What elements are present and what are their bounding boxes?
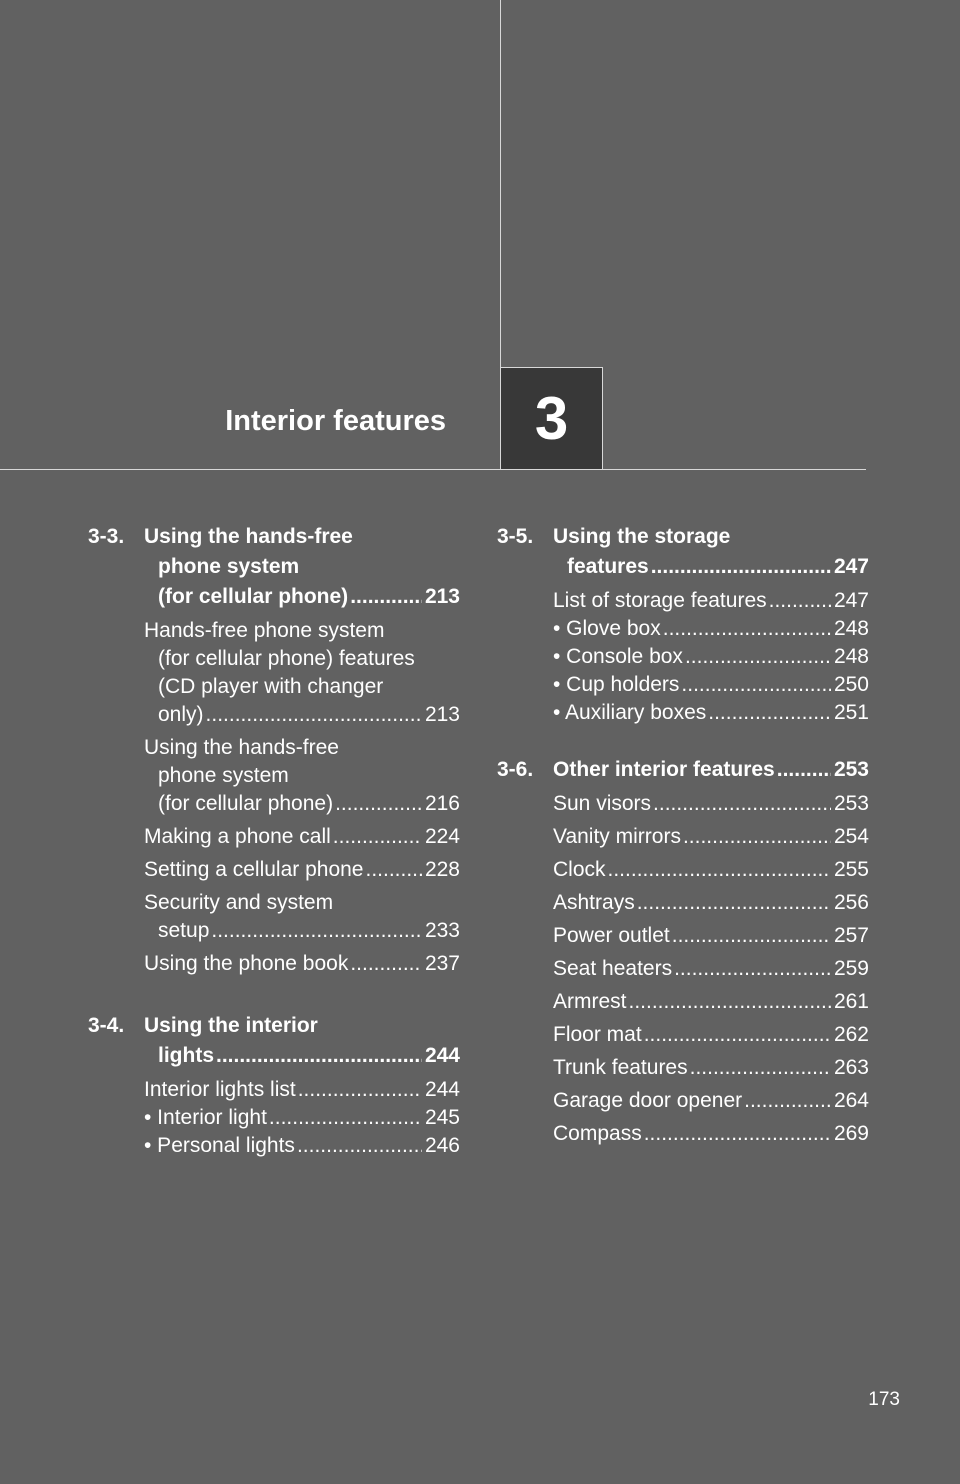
dot-leader xyxy=(708,699,831,727)
toc-entry-row[interactable] xyxy=(144,790,460,818)
section-title[interactable] xyxy=(144,1011,460,1071)
entry-text: only) xyxy=(158,703,204,726)
toc-entry[interactable] xyxy=(144,856,460,884)
dot-leader xyxy=(269,1104,422,1132)
toc-entry-row[interactable] xyxy=(144,823,460,851)
toc-entry[interactable] xyxy=(144,950,460,978)
section-entries xyxy=(144,1076,460,1160)
entry-page-number: 248 xyxy=(833,617,869,640)
dot-leader xyxy=(653,790,831,818)
toc-entry[interactable] xyxy=(553,1087,869,1115)
toc-entry-row[interactable] xyxy=(553,790,869,818)
entry-text: • Console box xyxy=(553,645,683,668)
toc-section xyxy=(497,755,869,1148)
dot-leader xyxy=(335,790,422,818)
entry-page-number: 247 xyxy=(833,589,869,612)
section-title-line: phone system xyxy=(158,555,300,578)
dot-leader xyxy=(744,1087,831,1115)
entry-page-number: 257 xyxy=(833,924,869,947)
entry-page-number: 244 xyxy=(424,1044,460,1067)
toc-entry-row[interactable] xyxy=(144,582,460,612)
dot-leader xyxy=(769,587,831,615)
entry-text: Floor mat xyxy=(553,1023,642,1046)
dot-leader xyxy=(777,755,831,785)
toc-entry[interactable] xyxy=(553,699,869,727)
toc-entry-row[interactable] xyxy=(553,922,869,950)
dot-leader xyxy=(672,922,831,950)
toc-entry[interactable] xyxy=(553,643,869,671)
entry-text: Seat heaters xyxy=(553,957,673,980)
toc-entry[interactable] xyxy=(144,1076,460,1104)
toc-entry[interactable] xyxy=(553,587,869,615)
toc-entry-row[interactable] xyxy=(553,755,869,785)
entry-page-number: 261 xyxy=(833,990,869,1013)
chapter-title: Interior features xyxy=(225,405,446,437)
toc-entry-row[interactable] xyxy=(553,1054,869,1082)
entry-page-number: 213 xyxy=(424,703,460,726)
toc-right-column xyxy=(497,522,869,1153)
toc-entry[interactable] xyxy=(553,1120,869,1148)
toc-entry[interactable] xyxy=(553,922,869,950)
section-title[interactable] xyxy=(144,522,460,612)
toc-section xyxy=(497,522,869,727)
entry-text: Making a phone call xyxy=(144,825,331,848)
toc-section xyxy=(88,522,460,978)
toc-entry[interactable] xyxy=(144,617,460,729)
toc-entry[interactable] xyxy=(553,856,869,884)
dot-leader xyxy=(683,823,831,851)
dot-leader xyxy=(206,701,422,729)
toc-entry[interactable] xyxy=(144,823,460,851)
entry-text-line: Hands-free phone system xyxy=(144,619,385,642)
entry-text: Vanity mirrors xyxy=(553,825,681,848)
toc-entry-row[interactable] xyxy=(553,988,869,1016)
entry-page-number: 248 xyxy=(833,645,869,668)
entry-text: Ashtrays xyxy=(553,891,635,914)
entry-page-number: 228 xyxy=(424,858,460,881)
toc-left-column xyxy=(88,522,460,1160)
toc-entry-row[interactable] xyxy=(144,1076,460,1104)
entry-text: • Interior light xyxy=(144,1106,267,1129)
section-title-line: Using the hands-free xyxy=(144,525,353,548)
entry-text-line: Using the hands-free xyxy=(144,736,339,759)
toc-entry[interactable] xyxy=(553,790,869,818)
entry-page-number: 263 xyxy=(833,1056,869,1079)
entry-page-number: 224 xyxy=(424,825,460,848)
entry-text: (for cellular phone) xyxy=(158,585,349,608)
entry-text: Compass xyxy=(553,1122,642,1145)
entry-text-line: phone system xyxy=(158,764,289,787)
entry-text: • Cup holders xyxy=(553,673,680,696)
entry-text-line: (CD player with changer xyxy=(158,675,384,698)
entry-text: Other interior features xyxy=(553,758,775,781)
page-number: 173 xyxy=(868,1389,900,1410)
dot-leader xyxy=(350,950,422,978)
entry-text-line: (for cellular phone) features xyxy=(158,647,415,670)
entry-text: Garage door opener xyxy=(553,1089,743,1112)
entry-page-number: 262 xyxy=(833,1023,869,1046)
section-entries xyxy=(553,587,869,727)
section-entries xyxy=(144,617,460,978)
entry-text: • Auxiliary boxes xyxy=(553,701,707,724)
toc-entry-row[interactable] xyxy=(144,950,460,978)
entry-text: • Glove box xyxy=(553,617,661,640)
toc-entry-row[interactable] xyxy=(144,1104,460,1132)
dot-leader xyxy=(690,1054,831,1082)
toc-entry-row[interactable] xyxy=(553,643,869,671)
toc-entry-row[interactable] xyxy=(553,587,869,615)
toc-entry-row[interactable] xyxy=(553,955,869,983)
dot-leader xyxy=(681,671,831,699)
section-number: 3-5. xyxy=(497,525,534,548)
entry-page-number: 244 xyxy=(424,1078,460,1101)
entry-page-number: 259 xyxy=(833,957,869,980)
toc-entry-row[interactable] xyxy=(553,552,869,582)
toc-entry[interactable] xyxy=(553,1054,869,1082)
toc-entry[interactable] xyxy=(553,671,869,699)
toc-entry[interactable] xyxy=(553,615,869,643)
toc-entry-row[interactable] xyxy=(144,917,460,945)
toc-entry-row[interactable] xyxy=(144,1041,460,1071)
entry-text: Using the phone book xyxy=(144,952,349,975)
entry-page-number: 251 xyxy=(833,701,869,724)
dot-leader xyxy=(216,1041,422,1071)
dot-leader xyxy=(298,1076,422,1104)
entry-text: List of storage features xyxy=(553,589,767,612)
dot-leader xyxy=(297,1132,422,1160)
dot-leader xyxy=(663,615,831,643)
entry-text: Sun visors xyxy=(553,792,652,815)
toc-entry-row[interactable] xyxy=(553,615,869,643)
toc-entry-row[interactable] xyxy=(553,889,869,917)
entry-text: Setting a cellular phone xyxy=(144,858,364,881)
entry-page-number: 253 xyxy=(833,792,869,815)
section-entries xyxy=(553,790,869,1148)
entry-text: features xyxy=(567,555,649,578)
header-horizontal-rule xyxy=(0,469,866,470)
dot-leader xyxy=(211,917,422,945)
entry-text: • Personal lights xyxy=(144,1134,295,1157)
dot-leader xyxy=(350,582,422,612)
dot-leader xyxy=(629,988,831,1016)
toc-entry-row[interactable] xyxy=(553,823,869,851)
toc-entry-row[interactable] xyxy=(553,1120,869,1148)
entry-text: Power outlet xyxy=(553,924,670,947)
entry-page-number: 247 xyxy=(833,555,869,578)
toc-entry-row[interactable] xyxy=(553,699,869,727)
toc-entry[interactable] xyxy=(553,889,869,917)
toc-entry-row[interactable] xyxy=(144,701,460,729)
entry-page-number: 255 xyxy=(833,858,869,881)
section-number: 3-6. xyxy=(497,758,534,781)
toc-entry[interactable] xyxy=(144,734,460,818)
entry-text: lights xyxy=(158,1044,214,1067)
entry-page-number: 216 xyxy=(424,792,460,815)
section-spacer xyxy=(497,727,869,755)
dot-leader xyxy=(608,856,831,884)
entry-page-number: 250 xyxy=(833,673,869,696)
dot-leader xyxy=(637,889,831,917)
entry-page-number: 269 xyxy=(833,1122,869,1145)
section-number: 3-4. xyxy=(88,1014,125,1037)
section-title-line: Using the interior xyxy=(144,1014,318,1037)
dot-leader xyxy=(366,856,422,884)
section-title[interactable] xyxy=(553,755,869,785)
section-title-line: Using the storage xyxy=(553,525,731,548)
entry-page-number: 237 xyxy=(424,952,460,975)
entry-page-number: 253 xyxy=(833,758,869,781)
toc-entry[interactable] xyxy=(553,955,869,983)
section-number: 3-3. xyxy=(88,525,125,548)
dot-leader xyxy=(644,1021,831,1049)
toc-entry-row[interactable] xyxy=(553,1087,869,1115)
toc-entry-row[interactable] xyxy=(553,1021,869,1049)
toc-entry[interactable] xyxy=(144,889,460,945)
section-title[interactable] xyxy=(553,522,869,582)
entry-page-number: 254 xyxy=(833,825,869,848)
toc-entry-row[interactable] xyxy=(144,856,460,884)
toc-entry-row[interactable] xyxy=(553,671,869,699)
entry-text: Armrest xyxy=(553,990,627,1013)
entry-page-number: 264 xyxy=(833,1089,869,1112)
entry-page-number: 246 xyxy=(424,1134,460,1157)
toc-entry[interactable] xyxy=(553,1021,869,1049)
toc-entry[interactable] xyxy=(553,988,869,1016)
entry-text: Interior lights list xyxy=(144,1078,296,1101)
toc-entry[interactable] xyxy=(144,1132,460,1160)
entry-text: Trunk features xyxy=(553,1056,688,1079)
dot-leader xyxy=(651,552,831,582)
dot-leader xyxy=(685,643,831,671)
section-spacer xyxy=(88,983,460,1011)
dot-leader xyxy=(674,955,831,983)
entry-text: setup xyxy=(158,919,210,942)
toc-entry[interactable] xyxy=(553,823,869,851)
toc-entry[interactable] xyxy=(144,1104,460,1132)
entry-text-line: Security and system xyxy=(144,891,334,914)
toc-entry-row[interactable] xyxy=(553,856,869,884)
toc-entry-row[interactable] xyxy=(144,1132,460,1160)
entry-text: (for cellular phone) xyxy=(158,792,334,815)
chapter-number-box xyxy=(500,367,603,469)
dot-leader xyxy=(333,823,422,851)
entry-page-number: 233 xyxy=(424,919,460,942)
entry-page-number: 213 xyxy=(424,585,460,608)
dot-leader xyxy=(644,1120,831,1148)
entry-text: Clock xyxy=(553,858,606,881)
entry-page-number: 256 xyxy=(833,891,869,914)
toc-section xyxy=(88,1011,460,1160)
entry-page-number: 245 xyxy=(424,1106,460,1129)
chapter-number: 3 xyxy=(534,385,569,452)
